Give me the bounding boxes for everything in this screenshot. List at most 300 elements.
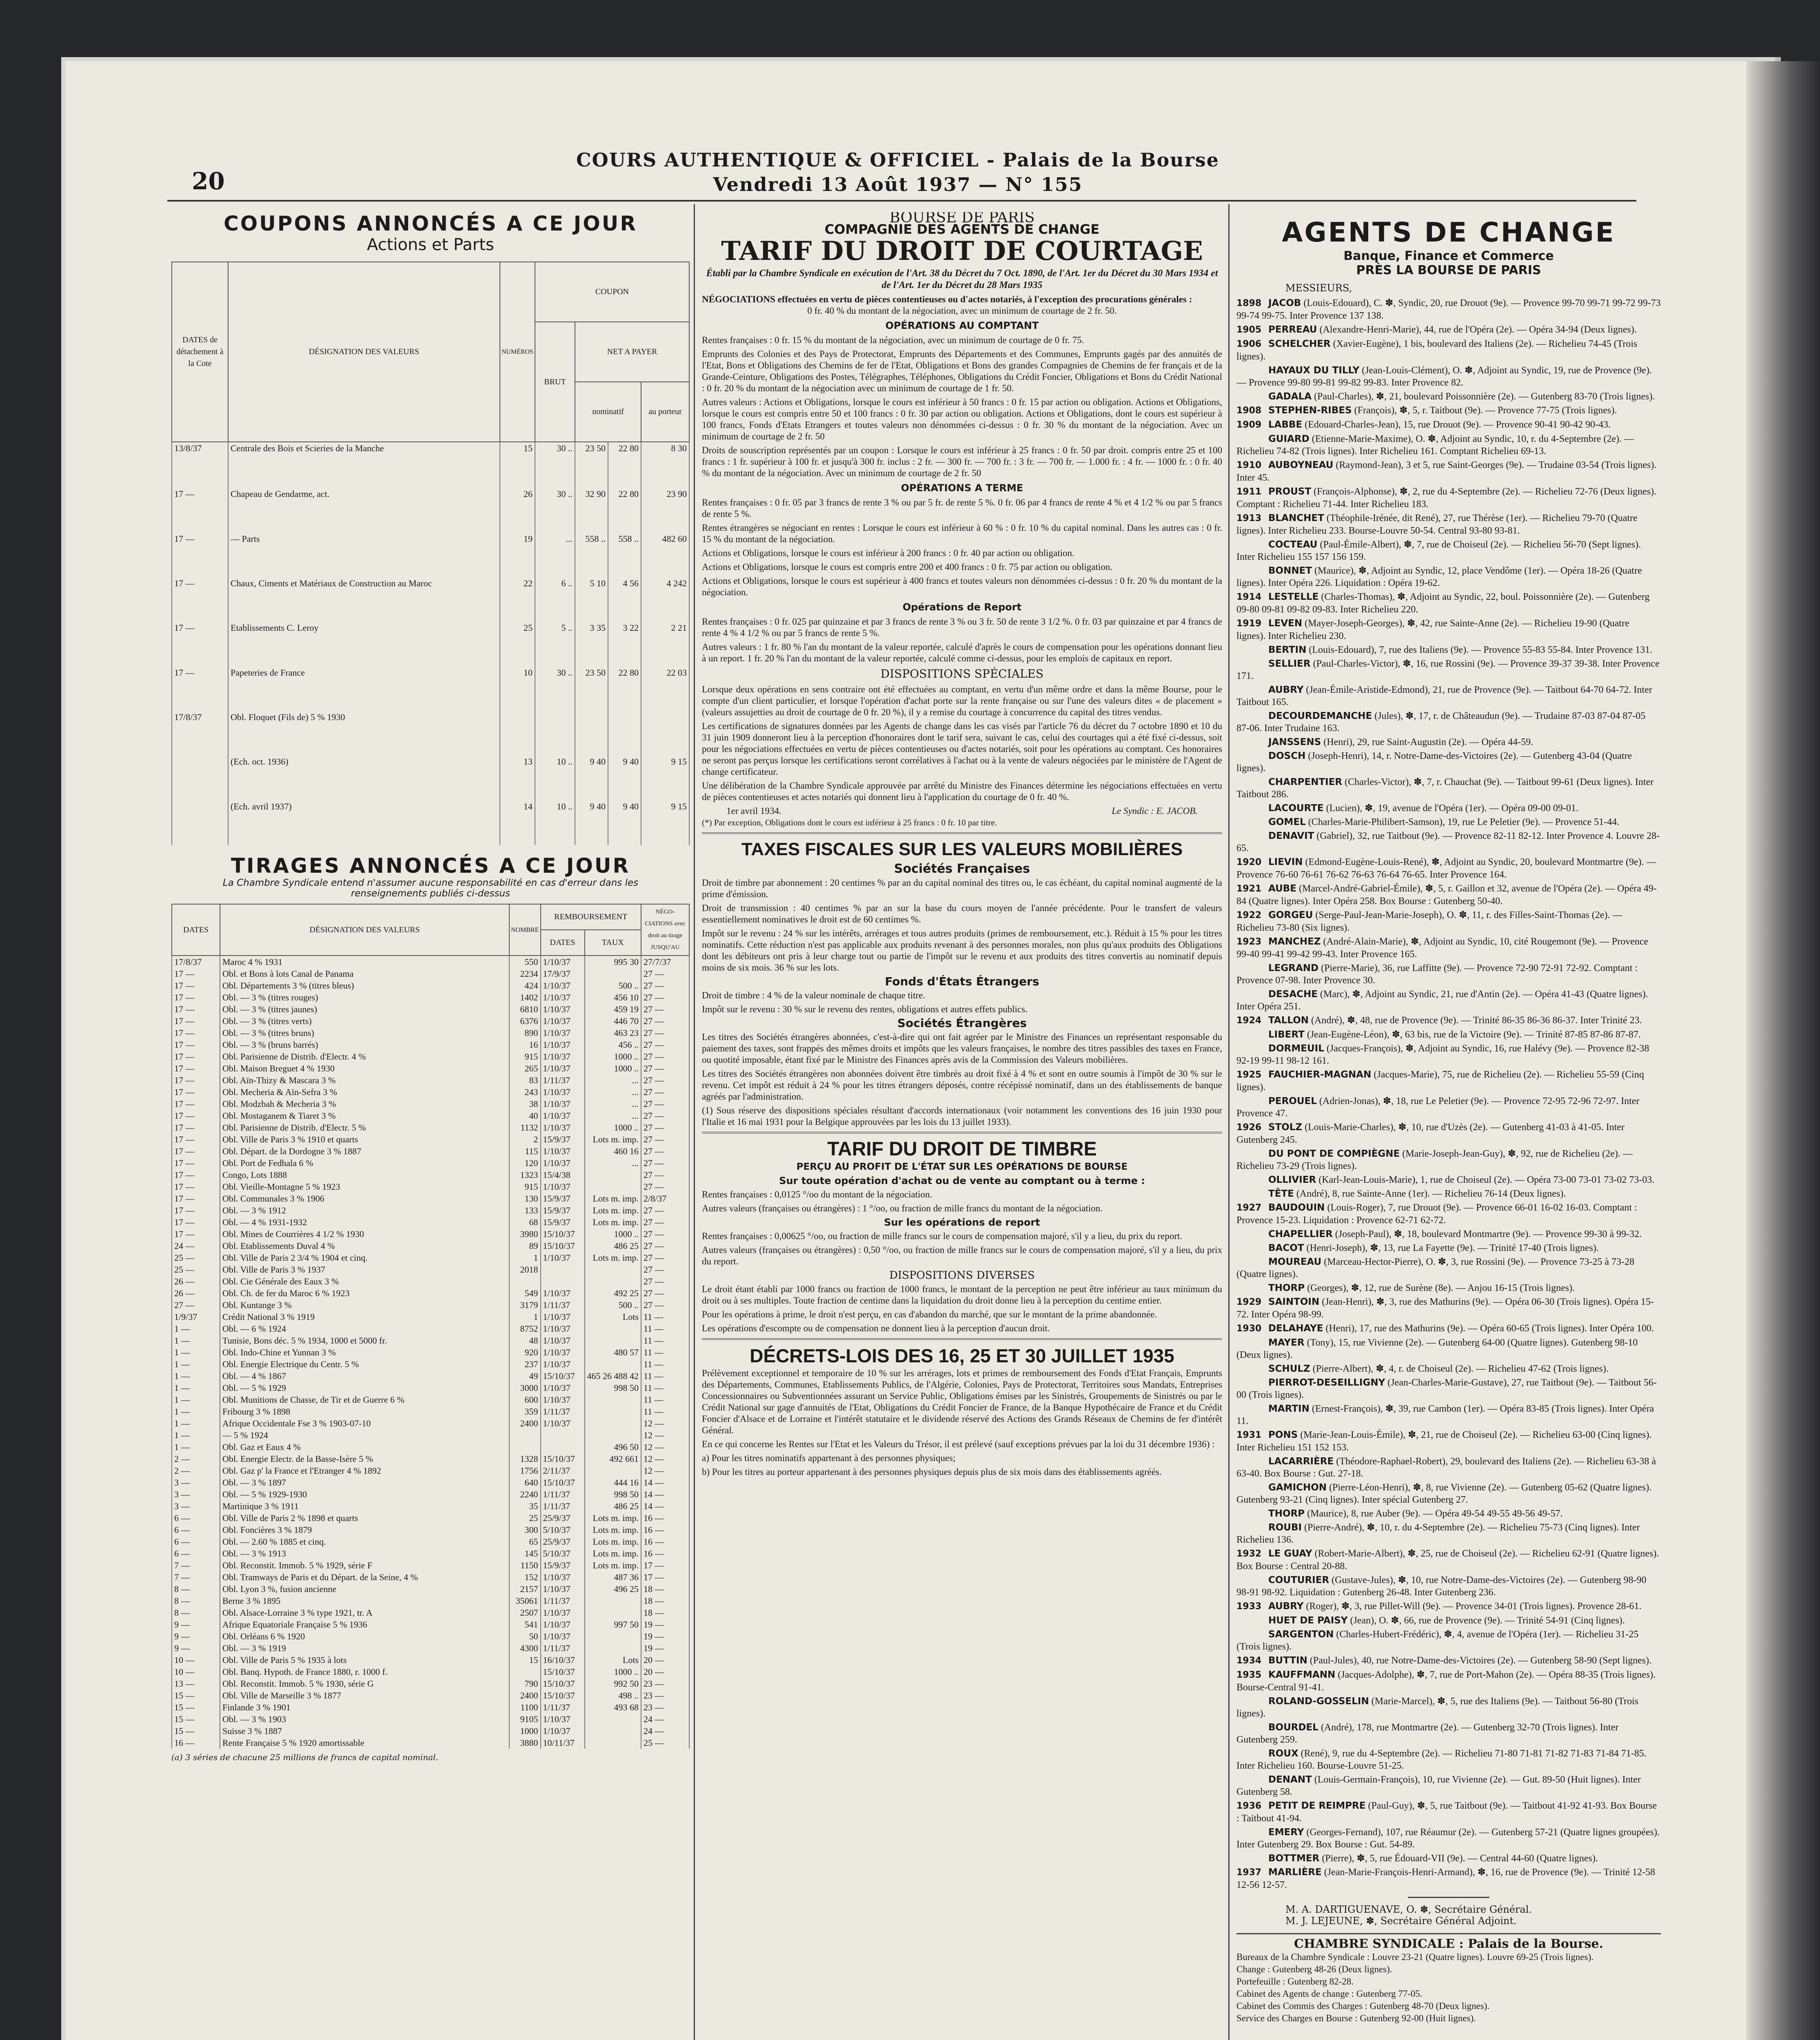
coupons-table xyxy=(171,262,690,845)
tirage-cell: 27 — xyxy=(641,1264,689,1275)
tirage-cell: Obl. Lyon 3 %, fusion ancienne xyxy=(220,1583,509,1595)
tirage-cell: 1323 xyxy=(509,1169,540,1181)
tirage-cell: 17 — xyxy=(172,980,220,991)
tirage-cell: Obl. Tramways de Paris et du Départ. de la Seine, 4 % xyxy=(220,1571,509,1583)
tirage-cell: 500 .. xyxy=(585,980,641,991)
agent-details: (Joseph-Paul), ✽, 18, boulevard Montmartre (9e). — Provence 99-30 à 99-32. xyxy=(1332,1229,1642,1240)
tirage-cell: 17 — xyxy=(172,1181,220,1193)
tirage-cell: 1/11/37 xyxy=(541,1406,585,1417)
tirage-cell: Lots xyxy=(585,1311,641,1323)
tirage-cell: 1 xyxy=(509,1311,540,1323)
tirage-cell: 27 — xyxy=(641,1051,689,1062)
bourse-label: BOURSE DE PARIS xyxy=(889,212,1035,226)
coupon-cell: Obl. Floquet (Fils de) 5 % 1930 xyxy=(228,711,500,756)
tirage-cell: 27 — xyxy=(641,1145,689,1157)
agent-name: LESTELLE xyxy=(1268,592,1319,602)
agent-entry xyxy=(1236,736,1661,748)
tirage-cell: 496 25 xyxy=(585,1583,641,1595)
coupon-cell xyxy=(641,711,689,756)
tirage-cell: Obl. Port de Fedhala 6 % xyxy=(220,1157,509,1169)
tirage-cell: Martinique 3 % 1911 xyxy=(220,1500,509,1512)
agent-year: 1935 xyxy=(1236,1670,1262,1680)
tirage-cell: 15/9/37 xyxy=(541,1559,585,1571)
agent-name: GADALA xyxy=(1268,391,1312,402)
agent-name: AUBRY xyxy=(1268,1601,1304,1612)
tirage-cell: Obl. — 3 % (bruns barrés) xyxy=(220,1039,509,1051)
agent-details: (Louis-Germain-François), 10, rue Vivienne (2e). — Gut. 89-50 (Huit lignes). Inter Gutenberg 58. xyxy=(1236,1774,1641,1797)
tirage-row xyxy=(172,1145,689,1157)
terme-paragraphs xyxy=(702,497,1222,598)
tirage-cell xyxy=(585,1181,641,1193)
tirage-cell: 27 — xyxy=(172,1299,220,1311)
tirage-cell: 17 — xyxy=(172,1027,220,1039)
tirage-cell: 486 25 xyxy=(585,1240,641,1252)
chambre-line: Change : Gutenberg 48-26 (Deux lignes). xyxy=(1236,1964,1392,1974)
tirage-cell: 2157 xyxy=(509,1583,540,1595)
agent-details: (Edmond-Eugène-Louis-René), ✽, Adjoint au Syndic, 20, boulevard Montmartre (9e). — Provence 76-60 76-61 76-62 76-63 76-64 76-65. Inter Provence 164. xyxy=(1236,857,1656,880)
tirage-cell: 1/10/37 xyxy=(541,1086,585,1098)
coupon-cell: 2 21 xyxy=(641,622,689,666)
tirage-cell: 3 — xyxy=(172,1477,220,1488)
tirage-cell: 496 50 xyxy=(585,1441,641,1453)
taxes-soc-etr: Sociétés Étrangères xyxy=(897,1016,1027,1030)
tirage-row xyxy=(172,1299,689,1311)
agent-year: 1930 xyxy=(1236,1324,1262,1334)
tirage-cell: 1 — xyxy=(172,1406,220,1417)
tirage-cell: 6 — xyxy=(172,1536,220,1548)
decrets-title: DÉCRETS-LOIS DES 16, 25 ET 30 JUILLET 1935 xyxy=(750,1345,1174,1366)
agent-entry xyxy=(1236,658,1661,682)
agent-name: LIEVIN xyxy=(1268,857,1303,867)
agent-name: MANCHEZ xyxy=(1268,936,1321,947)
tirage-cell: 27 — xyxy=(641,1003,689,1015)
tirage-cell: Obl. — 3 % 1912 xyxy=(220,1204,509,1216)
tirage-cell: Obl. — 5 % 1929 xyxy=(220,1382,509,1394)
decrets-paragraph: Prélèvement exceptionnel et temporaire de 10 % sur les arrérages, lots et primes de remboursement des Fonds d'Etat Français, Emprunts des Départements, Communes, Etablissements Publics, de l'Algérie, Colonies, Pays de Protectorat, Territoires sous Mandats, Entreprises Concessionnaires ou Subventionnées assurant un Service Public, Obligations émises par les Sinistrés, Groupements de Sinistrés ou par le Crédit National sur gage d'annuités de l'Etat, Obligations du Crédit Foncier de France, de la Banque Hypothécaire de France et du Crédit Foncier d'Alsace et de Lorraine et l'intérêt statutaire et le dividende réservé des Actions des Grands Réseaux de Chemins de fer d'intérêt Général. xyxy=(702,1368,1222,1435)
tirage-cell: 237 xyxy=(509,1358,540,1370)
tirage-cell: Obl. Parisienne de Distrib. d'Electr. 5 % xyxy=(220,1122,509,1133)
tirage-row xyxy=(172,1228,689,1240)
tirage-cell: 1/10/37 xyxy=(541,1335,585,1346)
agent-entry xyxy=(1236,776,1661,800)
agent-entry xyxy=(1236,1337,1661,1361)
tirage-cell: Obl. — 3 % 1913 xyxy=(220,1548,509,1559)
tirage-cell: 487 36 xyxy=(585,1571,641,1583)
tirage-cell: Obl. — 2.60 % 1885 et cinq. xyxy=(220,1536,509,1548)
terme-paragraph: Actions et Obligations, lorsque le cours est compris entre 200 et 400 francs : 0 fr. 75 par action ou obligation. xyxy=(702,562,1113,572)
chambre-head: CHAMBRE SYNDICALE : Palais de la Bourse. xyxy=(1294,1937,1603,1951)
agent-entry xyxy=(1236,830,1661,854)
report-paragraph: Autres valeurs : 1 fr. 80 % l'an du montant de la valeur reportée, calculé d'après le cours de compensation pour les opérations donnant lieu à un report. 1 fr. 20 % l'an du montant de la valeur reportée, calculé comme ci-dessus, pour les emplois de capitaux en report. xyxy=(702,642,1222,663)
courtage-footnote: (*) Par exception, Obligations dont le cours est inférieur à 25 francs : 0 fr. 10 par titre. xyxy=(702,818,997,827)
tirage-cell: 3 — xyxy=(172,1488,220,1500)
coupon-cell: 13 xyxy=(500,756,535,800)
agent-details: (Georges-Fernand), 107, rue Réaumur (2e). — Gutenberg 57-21 (Quatre lignes groupées). Inter Gutenberg 29. Box Bourse : Gut. 54-89. xyxy=(1236,1827,1660,1850)
coupons-col-nominatif: nominatif xyxy=(575,382,641,442)
tirage-row xyxy=(172,1524,689,1536)
coupon-cell: 9 40 xyxy=(575,800,608,845)
tirage-cell: 49 xyxy=(509,1370,540,1382)
agent-details: (Maurice), ✽, Adjoint au Syndic, 12, place Vendôme (1er). — Opéra 18-26 (Quatre lignes). Inter Opéra 226. Liquidation : Opéra 19-62. xyxy=(1236,565,1642,588)
coupon-cell: 3 22 xyxy=(608,622,641,666)
coupon-cell: 23 50 xyxy=(575,667,608,711)
agent-year: 1929 xyxy=(1236,1297,1262,1307)
agent-name: DORMEUIL xyxy=(1268,1043,1324,1054)
tirage-cell: Maroc 4 % 1931 xyxy=(220,956,509,968)
tirage-cell: 1/10/37 xyxy=(541,1027,585,1039)
tirage-row xyxy=(172,980,689,991)
tirage-row xyxy=(172,1003,689,1015)
tirage-cell: 2 — xyxy=(172,1453,220,1465)
agent-name: JACOB xyxy=(1268,298,1301,308)
tirage-cell: 14 — xyxy=(641,1500,689,1512)
agent-entry xyxy=(1236,565,1661,589)
tirage-row xyxy=(172,1512,689,1524)
coupon-cell: 30 .. xyxy=(535,488,575,532)
tirage-cell: 359 xyxy=(509,1406,540,1417)
tirage-cell: 10/11/37 xyxy=(541,1737,585,1749)
right-column xyxy=(1236,216,1661,2040)
tirage-cell: Lots m. imp. xyxy=(585,1524,641,1536)
tirage-cell: 2/11/37 xyxy=(541,1465,585,1477)
tirage-cell: 1 — xyxy=(172,1429,220,1441)
coupon-cell: 22 xyxy=(500,577,535,622)
tirage-cell: 3880 xyxy=(509,1737,540,1749)
tirage-cell: Afrique Equatoriale Française 5 % 1936 xyxy=(220,1619,509,1630)
tirage-cell: 790 xyxy=(509,1678,540,1690)
tirage-cell: 15/9/37 xyxy=(541,1204,585,1216)
tirage-cell: 27 — xyxy=(641,1287,689,1299)
tirage-cell: 1/10/37 xyxy=(541,1323,585,1335)
agent-details: (François), ✽, 5, r. Taitbout (9e). — Provence 77-75 (Trois lignes). xyxy=(1352,405,1617,416)
agent-name: PONS xyxy=(1268,1430,1298,1440)
agent-entry xyxy=(1236,390,1661,403)
page-edge xyxy=(1747,61,1820,2040)
agent-entry xyxy=(1236,1669,1661,1694)
agent-entry xyxy=(1236,1296,1661,1321)
coupon-cell: Papeteries de France xyxy=(228,667,500,711)
agent-entry xyxy=(1236,1429,1661,1454)
coupon-cell: 22 80 xyxy=(608,667,641,711)
coupon-cell: 14 xyxy=(500,800,535,845)
tirage-cell xyxy=(585,1630,641,1642)
agent-entry xyxy=(1236,1628,1661,1653)
div-paragraph: Le droit étant établi par 1000 francs ou fraction de 1000 francs, le montant de la perception ne peut être inférieur au taux minimum du droit ou à ses multiples. Toute fraction de centime dans la liquidation du droit donne lieu à la perception du centime entier. xyxy=(702,1284,1222,1306)
coupon-cell: 4 56 xyxy=(608,577,641,622)
tirage-cell: 1/10/37 xyxy=(541,1098,585,1110)
tirage-cell: Berne 3 % 1895 xyxy=(220,1595,509,1607)
agent-name: LABBE xyxy=(1268,419,1303,430)
agent-details: (Louis-Edouard), C. ✽, Syndic, 20, rue Drouot (9e). — Provence 99-70 99-71 99-72 99-73 99-74 99-75. Inter Provence 137 138. xyxy=(1236,298,1661,321)
agent-name: BAUDOUIN xyxy=(1268,1202,1325,1213)
tirage-cell: 27 — xyxy=(641,1157,689,1169)
tirage-cell: 20 — xyxy=(641,1654,689,1666)
tirage-cell: 15/10/37 xyxy=(541,1678,585,1690)
tirage-cell: 12 — xyxy=(641,1465,689,1477)
agent-entry xyxy=(1236,1654,1661,1667)
agent-details: (Joseph-Henri), 14, r. Notre-Dame-des-Victoires (2e). — Gutenberg 43-04 (Quatre lignes). xyxy=(1236,751,1632,774)
tirage-cell: 1 — xyxy=(172,1441,220,1453)
tirage-row xyxy=(172,968,689,980)
agent-entry xyxy=(1236,433,1661,457)
tirage-cell: 915 xyxy=(509,1181,540,1193)
coupon-cell: 8 30 xyxy=(641,442,689,488)
coupons-col-dates: DATES de détachement à la Cote xyxy=(172,262,228,442)
tirage-cell: 15 — xyxy=(172,1713,220,1725)
tirage-cell: 27 — xyxy=(641,1015,689,1027)
tirage-cell: 446 70 xyxy=(585,1015,641,1027)
tirage-cell xyxy=(585,1642,641,1654)
tirage-cell: 15/10/37 xyxy=(541,1228,585,1240)
tirage-cell: Obl. — 3 % (titres bruns) xyxy=(220,1027,509,1039)
tirage-cell: 1/10/37 xyxy=(541,991,585,1003)
agent-details: (André), 178, rue Montmartre (2e). — Gutenberg 32-70 (Trois lignes). Inter Gutenberg 259. xyxy=(1236,1722,1619,1745)
socfr-paragraphs xyxy=(702,877,1222,973)
tirage-cell: 11 — xyxy=(641,1394,689,1406)
chambre-line: Service des Charges en Bourse : Gutenberg 92-00 (Huit lignes). xyxy=(1236,2013,1476,2023)
tirage-cell: 2234 xyxy=(509,968,540,980)
agent-details: (Charles-Victor), ✽, 7, r. Chauchat (9e). — Taitbout 99-61 (Deux lignes). Inter Taitbout 286. xyxy=(1236,777,1654,800)
agent-name: SCHELCHER xyxy=(1268,339,1331,349)
tirage-cell: 1/10/37 xyxy=(541,1015,585,1027)
tirage-cell: 1328 xyxy=(509,1453,540,1465)
tirage-cell: 27 — xyxy=(641,1086,689,1098)
neg-head: NÉGOCIATIONS effectuées en vertu de pièces contentieuses ou d'actes notariés, à l'exception des procurations générales : xyxy=(702,294,1192,304)
tirage-row xyxy=(172,1216,689,1228)
tirages-table xyxy=(171,904,690,1749)
tirage-cell: 1/10/37 xyxy=(541,1417,585,1429)
tirage-cell: 1/11/37 xyxy=(541,1642,585,1654)
tirage-cell: 27 — xyxy=(641,1110,689,1122)
tirage-cell: Obl. Aïn-Thizy & Mascara 3 % xyxy=(220,1074,509,1086)
agent-entry xyxy=(1236,1695,1661,1720)
tirage-cell: 11 — xyxy=(641,1311,689,1323)
tirage-cell: 17 — xyxy=(172,1086,220,1098)
tirage-cell: 1/10/37 xyxy=(541,1358,585,1370)
terme-paragraph: Rentes françaises : 0 fr. 05 par 3 francs de rente 3 % ou par 5 fr. de rente 5 %. 0 fr. 06 par 4 francs de rente 4 % et 4 1/2 % ou par 5 francs de rente 5 %. xyxy=(702,497,1222,519)
tirage-cell: 1/9/37 xyxy=(172,1311,220,1323)
coupon-cell: 26 xyxy=(500,488,535,532)
agent-entry xyxy=(1236,1574,1661,1599)
disp-paragraph: Les certifications de signatures données par les Agents de change dans les cas visés par l'article 76 du décret du 7 octobre 1890 et 10 du 31 juin 1909 donneront lieu à la perception d'honoraires dont le tarif sera, suivant le cas, celui des courtages qui a été fixé ci-dessus, soit pour les négociations effectuées en vertu de pièces contentieuses ou d'actes notariés, soit pour les opérations au comptant. Ces honoraires ne seront pas perçus lorsque les certifications seront corrélatives à l'achat ou à la vente de valeurs négociées par le ministère de l'Agent de change certificateur. xyxy=(702,721,1222,777)
coupon-cell: 17 — xyxy=(172,488,228,532)
tirage-row xyxy=(172,1701,689,1713)
agent-name: GAMICHON xyxy=(1268,1482,1327,1493)
tirage-cell: 8 — xyxy=(172,1607,220,1619)
tirage-cell: 9 — xyxy=(172,1619,220,1630)
coupon-row xyxy=(172,622,689,666)
agent-name: AUBOYNEAU xyxy=(1268,460,1334,470)
tirage-cell: Lots xyxy=(585,1654,641,1666)
tirage-cell: 1/10/37 xyxy=(541,1571,585,1583)
agent-details: (Charles-Thomas), ✽, Adjoint au Syndic, 22, boul. Poissonnière (2e). — Gutenberg 09-80 09-81 09-82 09-83. Inter Richelieu 220. xyxy=(1236,592,1650,615)
agent-details: (Karl-Jean-Louis-Marie), 1, rue de Choiseul (2e). — Opéra 73-00 73-01 73-02 73-03. xyxy=(1316,1175,1655,1185)
tirage-cell: 1000 .. xyxy=(585,1051,641,1062)
page-number: 20 xyxy=(192,167,225,195)
column-divider-2 xyxy=(1228,204,1230,2040)
tirage-row xyxy=(172,1678,689,1690)
tirage-cell: Obl. — 4 % 1931-1932 xyxy=(220,1216,509,1228)
agent-entry xyxy=(1236,1481,1661,1506)
agent-entry xyxy=(1236,1363,1661,1375)
tirage-cell xyxy=(585,1417,641,1429)
tirage-cell: Obl. et Bons à lots Canal de Panama xyxy=(220,968,509,980)
coupons-rows xyxy=(172,442,689,845)
taxes-fonds-head: Fonds d'États Étrangers xyxy=(885,975,1039,988)
agent-entry xyxy=(1236,1029,1661,1041)
tirages-col-negociation: NÉGO-CIATIONS avec droit au tirage JUSQU'AU xyxy=(641,904,689,956)
agent-year: 1909 xyxy=(1236,420,1262,430)
tirage-cell: 1/10/37 xyxy=(541,1583,585,1595)
tirage-cell: 15/10/37 xyxy=(541,1370,585,1382)
agent-name: DELAHAYE xyxy=(1268,1323,1323,1334)
agent-details: (Jean-Eugène-Léon), ✽, 63 bis, rue de la Victoire (9e). — Trinité 87-85 87-86 87-87. xyxy=(1304,1029,1641,1040)
agent-details: (Henri), 17, rue des Mathurins (9e). — Opéra 60-65 (Trois lignes). Inter Opéra 100. xyxy=(1323,1323,1654,1334)
tirage-cell: 11 — xyxy=(641,1358,689,1370)
timbre-report-paragraph: Autres valeurs (françaises ou étrangères) : 0,50 °/oo, ou fraction de mille francs sur le cours de compensation majoré, s'il y a lieu, du prix du report. xyxy=(702,1245,1222,1266)
agent-details: (Jean), O. ✽, 66, rue de Provence (9e). — Trinité 54-91 (Cinq lignes). xyxy=(1347,1615,1625,1626)
tirage-cell: 998 50 xyxy=(585,1382,641,1394)
agents-subtitle-1: Banque, Finance et Commerce xyxy=(1343,249,1554,263)
agent-entry xyxy=(1236,1069,1661,1093)
agent-details: (Mayer-Joseph-Georges), ✽, 42, rue Sainte-Anne (2e). — Richelieu 19-90 (Quatre lignes). Inter Richelieu 230. xyxy=(1236,618,1629,641)
comptant-head: OPÉRATIONS AU COMPTANT xyxy=(885,320,1039,331)
agent-entry xyxy=(1236,1852,1661,1865)
tirage-cell: 1000 .. xyxy=(585,1062,641,1074)
courtage-title: TARIF DU DROIT DE COURTAGE xyxy=(721,236,1203,266)
tirage-cell xyxy=(585,1737,641,1749)
coupon-cell: 10 .. xyxy=(535,756,575,800)
terme-paragraph: Actions et Obligations, lorsque le cours est supérieur à 400 francs et toutes valeurs non dénommées ci-dessus : 0 fr. 20 % du montant de la négociation. xyxy=(702,576,1222,597)
tirage-cell: 152 xyxy=(509,1571,540,1583)
tirage-cell: ... xyxy=(585,1098,641,1110)
coupon-cell: 13/8/37 xyxy=(172,442,228,488)
tirage-cell: 2400 xyxy=(509,1690,540,1701)
tirage-cell: Obl. Orléans 6 % 1920 xyxy=(220,1630,509,1642)
agent-name: ROLAND-GOSSELIN xyxy=(1268,1696,1369,1707)
tirage-cell: 6 — xyxy=(172,1548,220,1559)
tirage-cell: Obl. Cie Générale des Eaux 3 % xyxy=(220,1275,509,1287)
tirage-cell: 2/8/37 xyxy=(641,1193,689,1204)
agent-details: (Marie-Marcel), ✽, 5, rue des Italiens (9e). — Taitbout 56-80 (Trois lignes). xyxy=(1236,1696,1639,1719)
tirage-cell: 1/10/37 xyxy=(541,1110,585,1122)
tirage-cell: Obl. Alsace-Lorraine 3 % type 1921, tr. A xyxy=(220,1607,509,1619)
agent-details: (Adrien-Jonas), ✽, 18, rue Le Peletier (9e). — Provence 72-95 72-96 72-97. Inter Provence 47. xyxy=(1236,1096,1640,1119)
compagnie-label: COMPAGNIE DES AGENTS DE CHANGE xyxy=(824,222,1100,237)
tirage-row xyxy=(172,1157,689,1169)
tirage-cell: 549 xyxy=(509,1287,540,1299)
agent-name: STOLZ xyxy=(1268,1122,1303,1133)
tirage-cell: 17 — xyxy=(172,1110,220,1122)
tirage-row xyxy=(172,1027,689,1039)
tirage-cell: 17 — xyxy=(641,1571,689,1583)
tirage-row xyxy=(172,1169,689,1181)
tirage-cell: 1132 xyxy=(509,1122,540,1133)
agent-name: TÊTE xyxy=(1268,1189,1294,1199)
agent-name: PETIT DE REIMPRE xyxy=(1268,1801,1366,1811)
tirage-cell: 492 25 xyxy=(585,1287,641,1299)
tirage-cell: 1/10/37 xyxy=(541,1157,585,1169)
tirage-cell: Lots m. imp. xyxy=(585,1216,641,1228)
socetr-paragraph: (1) Sous réserve des dispositions spéciales résultant d'accords internationaux (voir notamment les conventions des 16 juin 1930 pour l'Italie et 16 mai 1931 pour la Belgique approuvées par les lois du 13 juillet 1933). xyxy=(702,1105,1222,1127)
tirage-cell: 1402 xyxy=(509,991,540,1003)
tirage-row xyxy=(172,1737,689,1749)
tirage-row xyxy=(172,1015,689,1027)
tirage-cell: 1 — xyxy=(172,1323,220,1335)
tirage-cell: Obl. Gaz p' la France et l'Etranger 4 % 1892 xyxy=(220,1465,509,1477)
tirage-row xyxy=(172,1074,689,1086)
tirage-cell xyxy=(585,1335,641,1346)
coupon-cell: 558 .. xyxy=(608,533,641,577)
agent-entry xyxy=(1236,1202,1661,1226)
agents-title: AGENTS DE CHANGE xyxy=(1282,217,1616,248)
tirage-cell: 17 — xyxy=(172,1062,220,1074)
agent-details: (Maurice), 8, rue Auber (9e). — Opéra 49-54 49-55 49-56 49-57. xyxy=(1305,1508,1563,1519)
tirage-row xyxy=(172,1287,689,1299)
agent-entry xyxy=(1236,459,1661,484)
tirage-cell: 12 — xyxy=(641,1453,689,1465)
tirage-cell: Obl. Energie Electr. de la Basse-Isère 5 % xyxy=(220,1453,509,1465)
agent-year: 1934 xyxy=(1236,1656,1262,1666)
terme-head: OPÉRATIONS A TERME xyxy=(901,482,1023,494)
tirage-cell: 16 — xyxy=(641,1536,689,1548)
tirage-cell: 3179 xyxy=(509,1299,540,1311)
tirage-cell: 25 — xyxy=(641,1737,689,1749)
tirage-cell: 11 — xyxy=(641,1323,689,1335)
agent-year: 1908 xyxy=(1236,406,1262,416)
socetr-paragraphs xyxy=(702,1031,1222,1128)
agent-details: (François-Alphonse), ✽, 2, rue du 4-Septembre (2e). — Richelieu 72-76 (Deux lignes). Comptant : Richelieu 71-44. Inter Richelieu 183. xyxy=(1236,486,1656,510)
agent-year: 1927 xyxy=(1236,1203,1262,1213)
tirage-cell: 1/10/37 xyxy=(541,1039,585,1051)
tirages-col-remboursement: REMBOURSEMENT xyxy=(541,904,641,930)
agent-name: THORP xyxy=(1268,1283,1305,1293)
agent-details: (Edouard-Charles-Jean), 15, rue Drouot (9e). — Provence 90-41 90-42 90-43. xyxy=(1302,419,1611,430)
tirage-cell: Obl. Ville de Paris 3 % 1910 et quarts xyxy=(220,1133,509,1145)
agent-entry xyxy=(1236,1548,1661,1572)
coupon-cell: 3 35 xyxy=(575,622,608,666)
agent-year: 1919 xyxy=(1236,619,1262,629)
timbre-report-paragraph: Rentes françaises : 0,00625 °/oo, ou fraction de mille francs sur le cours de compensation majoré, s'il y a lieu, du prix du report. xyxy=(702,1231,1183,1241)
tirage-cell: 1/11/37 xyxy=(541,1595,585,1607)
decrets-paragraph: b) Pour les titres au porteur appartenant à des personnes physiques depuis plus de six mois dans des établissements agréés. xyxy=(702,1467,1162,1477)
tirage-cell: Crédit National 3 % 1919 xyxy=(220,1311,509,1323)
agent-year: 1920 xyxy=(1236,857,1262,867)
tirage-cell: 2400 xyxy=(509,1417,540,1429)
agent-name: GUIARD xyxy=(1268,434,1310,444)
tirage-cell: 26 — xyxy=(172,1287,220,1299)
agent-details: (Pierre), ✽, 5, rue Édouard-VII (9e). — Central 44-60 (Quatre lignes). xyxy=(1319,1853,1598,1864)
courtage-intro: Établi par la Chambre Syndicale en exécution de l'Art. 38 du Décret du 7 Oct. 1890, de l'Art. 1er du Décret du 30 Mars 1934 et de l'Art. 1er du Décret du 28 Mars 1935 xyxy=(706,268,1218,290)
tirage-cell xyxy=(585,1429,641,1441)
agent-name: AUBRY xyxy=(1268,685,1304,695)
agent-entry xyxy=(1236,1014,1661,1027)
agent-name: MARTIN xyxy=(1268,1404,1310,1414)
coupon-cell: 25 xyxy=(500,622,535,666)
agent-name: HUET DE PAISY xyxy=(1268,1615,1348,1626)
tirage-row xyxy=(172,1346,689,1358)
tirage-cell xyxy=(585,1713,641,1725)
tirage-cell: 1000 .. xyxy=(585,1666,641,1678)
coupon-cell: Chaux, Ciments et Matériaux de Construction au Maroc xyxy=(228,577,500,622)
agent-entry xyxy=(1236,1721,1661,1746)
agent-details: (Ernest-François), ✽, 39, rue Cambon (1er). — Opéra 83-85 (Trois lignes). Inter Opéra 11. xyxy=(1236,1404,1654,1426)
tirage-cell: 8752 xyxy=(509,1323,540,1335)
socfr-paragraph: Droit de timbre par abonnement : 20 centimes % par an du capital nominal des titres ou, le cas échéant, du capital nominal augmenté de la prime d'émission. xyxy=(702,878,1222,899)
tirage-cell xyxy=(585,968,641,980)
agent-name: TALLON xyxy=(1268,1015,1309,1026)
tirage-cell: Obl. Ville de Paris 2 3/4 % 1904 et cinq. xyxy=(220,1252,509,1264)
